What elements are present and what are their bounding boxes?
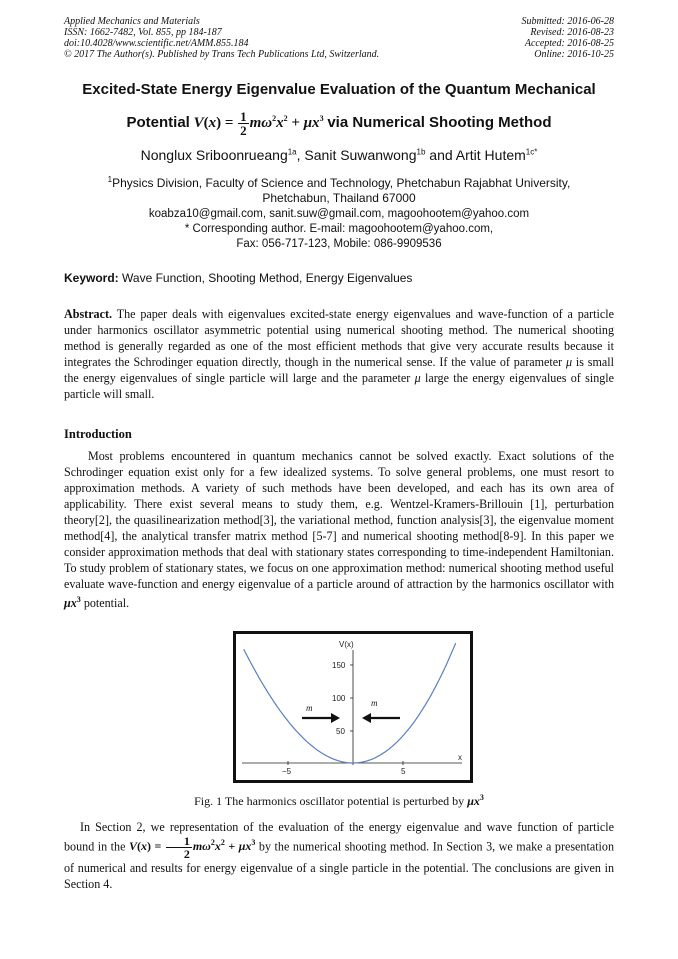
y-tick-150: 150 bbox=[332, 661, 346, 670]
abstract-text-2: is small the energy eigenvalues of single particle will large and the parameter bbox=[64, 355, 615, 385]
email-line: koabza10@gmail.com, sanit.suw@gmail.com, magoohootem@yahoo.com bbox=[148, 208, 530, 220]
intro-para-1-text: Most problems encountered in quantum mechanics cannot be solved exactly. Exact solutions of the Schrodinger equation exist only for a few idealized systems. To solve general problems, one must resort to approximation methods. A variety of such methods have been developed, and each has its own area of applicability. There exist several means to study them, e.g. Wentzel-Kramers-Brillouin [1], perturbation theory[2], the quasilinearization method[3], the variational method, function analysis[3], the eigenvalue moment method[4], the analytical transfer matrix method [5-7] and numerical shooting method[8-9]. In this paper we consider approximation methods that deal with stationary states corresponding to time-independent Hamiltonian. To study problem of stationary states, we focus on one approximation method: numerical shooting method useful evaluate wave-function and energy eigenvalue of a particle around of attraction by the harmonics oscillator with bbox=[64, 449, 614, 591]
potential-plot bbox=[236, 634, 470, 780]
y-tick-100: 100 bbox=[332, 694, 346, 703]
author-2-sup: 1b bbox=[416, 147, 426, 157]
intro-para-1-end: potential. bbox=[83, 596, 130, 611]
y-tick-50: 50 bbox=[336, 727, 345, 736]
potential-curve bbox=[244, 643, 456, 763]
arrow-left-icon bbox=[362, 713, 400, 723]
figure-1 bbox=[233, 631, 473, 783]
corresponding-line: * Corresponding author. E-mail: magoohootem@yahoo.com, bbox=[184, 223, 494, 235]
contact-block bbox=[40, 207, 638, 252]
revised-date: Revised: 2016-08-23 bbox=[530, 27, 614, 38]
intro-para-2-text-b: by the numerical shooting method. In Section 3, we make a presentation of numerical and results for energy eigenvalue of a single particle in the potential. The conclusions are given in Section 4. bbox=[64, 839, 615, 891]
title-method-words: via Numerical Shooting Method bbox=[327, 114, 552, 131]
introduction-heading: Introduction bbox=[64, 427, 132, 441]
abstract: Abstract. The paper deals with eigenvalues excited-state energy eigenvalues and wave-function of a particle under harmonics oscillator asymmetric potential using numerical shooting method. The numerical shooting method is generally regarded as one of the most efficient methods that give very accurate results because it integrates the Schrodinger equation directly, though in the numerical sense. If the value of parameter μ is small the energy eigenvalues of single particle will large and the parameter μ large the energy eigenvalues of single particle will small. bbox=[64, 307, 615, 401]
author-list bbox=[40, 147, 638, 163]
affiliation-line-1: Physics Division, Faculty of Science and Technology, Phetchabun Rajabhat University, bbox=[112, 176, 571, 190]
journal-name: Applied Mechanics and Materials bbox=[64, 16, 200, 27]
keyword-text: Wave Function, Shooting Method, Energy Eigenvalues bbox=[122, 271, 413, 285]
figure-caption: Fig. 1 The harmonics oscillator potential is perturbed by $\mu x^3$ bbox=[194, 793, 484, 808]
author-sep-2: and Artit Hutem bbox=[425, 147, 526, 163]
doi-line: doi:10.4028/www.scientific.net/AMM.855.184 bbox=[64, 38, 249, 49]
copyright-line: © 2017 The Author(s). Published by Trans Tech Publications Ltd, Switzerland. bbox=[64, 49, 380, 60]
affiliation-sup: 1 bbox=[107, 175, 113, 184]
title-equation: V(x) = $\frac{1}{2}$ $m\omega^2x^2 + \mu x^3$ bbox=[193, 109, 324, 139]
arrow-right-icon bbox=[302, 713, 340, 723]
author-1: Nonglux Sriboonrueang bbox=[140, 147, 288, 163]
issn-line: ISSN: 1662-7482, Vol. 855, pp 184-187 bbox=[64, 27, 222, 38]
intro-para-2-text-a: In Section 2, we representation of the evaluation of the energy eigenvalue and wave function of particle bound in the bbox=[64, 820, 614, 854]
author-sep-1: , Sanit Suwanwong bbox=[296, 147, 417, 163]
y-axis-label: V(x) bbox=[339, 640, 354, 649]
introduction-paragraph-1: Most problems encountered in quantum mechanics cannot be solved exactly. Exact solutions of the Schrodinger equation exist only for a few idealized systems. To solve general problems, one must resort to approximation methods. A variety of such methods have been developed, and each has its own area of applicability. There exist several means to study them, e.g. Wentzel-Kramers-Brillouin [1], perturbation theory[2], the quasilinearization method[3], the variational method, function analysis[3], the eigenvalue moment method[4], the analytical transfer matrix method [5-7] and numerical shooting method[8-9]. In this paper we consider approximation methods that deal with stationary states corresponding to time-independent Hamiltonian. To study problem of stationary states, we focus on one approximation method: numerical shooting method useful evaluate wave-function and energy eigenvalue of a particle around of attraction by the harmonics oscillator with $\mu x^3$ potential. bbox=[64, 449, 614, 611]
submitted-date: Submitted: 2016-06-28 bbox=[521, 16, 614, 27]
mass-label-left: m bbox=[306, 703, 313, 713]
abstract-text-1: The paper deals with eigenvalues excited-state energy eigenvalues and wave-function of a particle under harmonics oscillator asymmetric potential using numerical shooting method. The numerical shooting method is generally regarded as one of the most efficient methods that give very accurate results because it integrates the Schrodinger equation directly, though in the numerical sense. If the value of parameter bbox=[64, 307, 614, 369]
author-3-sup: 1c* bbox=[525, 147, 538, 157]
paper-title-line-2 bbox=[40, 104, 638, 138]
abstract-text-3: large the energy eigenvalues of single particle will small. bbox=[64, 371, 615, 401]
author-1-sup: 1a bbox=[287, 147, 297, 157]
fax-line: Fax: 056-717-123, Mobile: 086-9909536 bbox=[236, 238, 442, 250]
x-tick-neg5: −5 bbox=[282, 767, 292, 776]
journal-header-right bbox=[522, 16, 615, 60]
title-potential-word: Potential bbox=[126, 114, 190, 131]
online-date: Online: 2016-10-25 bbox=[534, 49, 614, 60]
keyword-line bbox=[64, 271, 412, 285]
x-axis-label: x bbox=[458, 753, 462, 762]
accepted-date: Accepted: 2016-08-25 bbox=[524, 38, 614, 49]
x-tick-5: 5 bbox=[401, 767, 406, 776]
affiliation bbox=[40, 172, 638, 206]
affiliation-line-2: Phetchabun, Thailand 67000 bbox=[262, 191, 416, 205]
abstract-label: Abstract. bbox=[64, 307, 113, 321]
mass-label-right: m bbox=[371, 698, 378, 708]
paper-title-line-1: Excited-State Energy Eigenvalue Evaluation of the Quantum Mechanical bbox=[82, 81, 596, 98]
introduction-paragraph-2: In Section 2, we representation of the evaluation of the energy eigenvalue and wave function of particle bound in the V(x) = $\frac{1}{2}$ $m\omega^2x^2 + \mu x^3$ by the numerical shooting method. In Section 3, we make a presentation of numerical and results for energy eigenvalue of a single particle in the potential. The conclusions are given in Section 4. bbox=[64, 820, 615, 891]
journal-header-left bbox=[64, 16, 379, 60]
keyword-label: Keyword: bbox=[64, 271, 119, 285]
figure-caption-text: Fig. 1 The harmonics oscillator potential is perturbed by bbox=[194, 794, 465, 808]
